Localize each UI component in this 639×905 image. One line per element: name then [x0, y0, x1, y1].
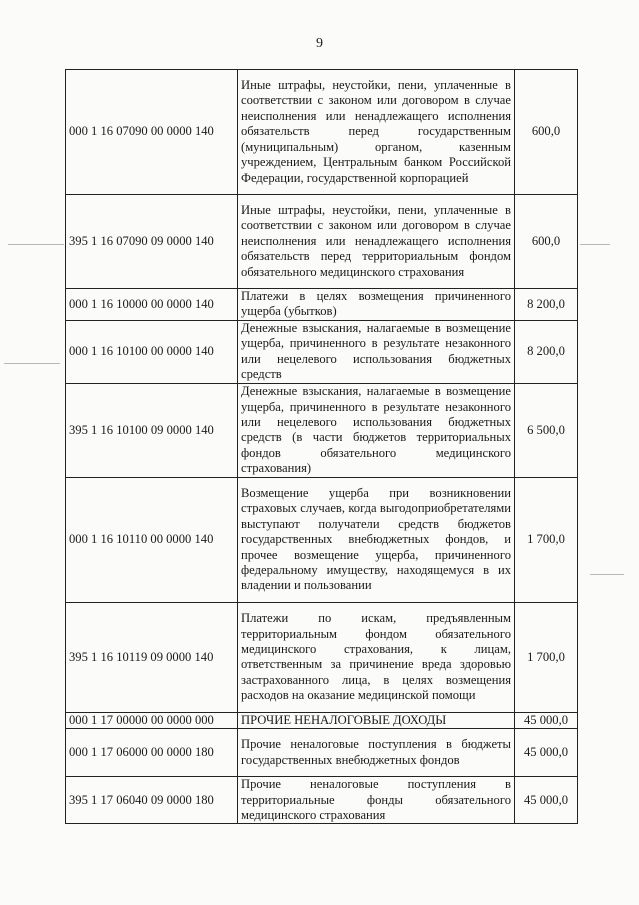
amount-cell: 45 000,0 — [515, 777, 578, 824]
scan-artifact — [580, 244, 610, 245]
amount-cell: 6 500,0 — [515, 383, 578, 477]
amount-cell: 45 000,0 — [515, 712, 578, 728]
revenue-name-cell: Иные штрафы, неустойки, пени, уплаченные в соответствии с законом или договором в случае неисполнения или ненадлежащего исполнения обязательств перед государственным (муниципальным) органом, казенным учреждением, Центральным банком Российской Федерации, государственной корпорацией — [238, 70, 515, 195]
budget-code-cell: 000 1 17 06000 00 0000 180 — [66, 729, 238, 777]
table-row — [66, 729, 578, 777]
revenue-name-cell: Прочие неналоговые поступления в территориальные фонды обязательного медицинского страхования — [238, 777, 515, 824]
table-row — [66, 777, 578, 824]
table-row — [66, 477, 578, 602]
budget-code-cell: 000 1 16 07090 00 0000 140 — [66, 70, 238, 195]
revenue-name-cell: Денежные взыскания, налагаемые в возмещение ущерба, причиненного в результате незаконного или нецелевого использования бюджетных средств — [238, 320, 515, 383]
revenue-name-cell: Платежи в целях возмещения причиненного ущерба (убытков) — [238, 289, 515, 321]
budget-code-cell: 395 1 17 06040 09 0000 180 — [66, 777, 238, 824]
revenue-name-cell: Иные штрафы, неустойки, пени, уплаченные в соответствии с законом или договором в случае неисполнения или ненадлежащего исполнения обязательств перед территориальным фондом обязательного медицинского страхования — [238, 195, 515, 289]
revenue-name-cell: Прочие неналоговые поступления в бюджеты государственных внебюджетных фондов — [238, 729, 515, 777]
table-row — [66, 195, 578, 289]
table-row — [66, 289, 578, 321]
amount-cell: 600,0 — [515, 70, 578, 195]
amount-cell: 600,0 — [515, 195, 578, 289]
revenue-name-cell: ПРОЧИЕ НЕНАЛОГОВЫЕ ДОХОДЫ — [238, 712, 515, 728]
budget-code-cell: 395 1 16 07090 09 0000 140 — [66, 195, 238, 289]
revenue-name-cell: Денежные взыскания, налагаемые в возмещение ущерба, причиненного в результате незаконного или нецелевого использования бюджетных средств (в части бюджетов территориальных фондов обязательного медицинского страхования) — [238, 383, 515, 477]
revenue-name-cell: Платежи по искам, предъявленным территориальным фондом обязательного медицинского страхования, к лицам, ответственным за причинение вреда здоровью застрахованного лица, в целях возмещения расходов на оказание медицинской помощи — [238, 602, 515, 712]
revenue-name-cell: Возмещение ущерба при возникновении страховых случаев, когда выгодоприобретателями выступают получатели средств бюджетов государственных внебюджетных фондов, и прочее возмещение ущерба, причиненного федеральному имуществу, находящемуся в их владении и пользовании — [238, 477, 515, 602]
scan-artifact — [4, 363, 60, 364]
scan-artifact — [8, 244, 64, 245]
amount-cell: 1 700,0 — [515, 477, 578, 602]
budget-code-cell: 000 1 16 10110 00 0000 140 — [66, 477, 238, 602]
table-row — [66, 712, 578, 728]
budget-code-cell: 395 1 16 10100 09 0000 140 — [66, 383, 238, 477]
budget-code-cell: 000 1 16 10000 00 0000 140 — [66, 289, 238, 321]
amount-cell: 1 700,0 — [515, 602, 578, 712]
amount-cell: 8 200,0 — [515, 289, 578, 321]
table-row — [66, 383, 578, 477]
page-number: 9 — [316, 36, 323, 51]
budget-revenue-table — [65, 69, 578, 824]
amount-cell: 8 200,0 — [515, 320, 578, 383]
scan-artifact — [590, 574, 624, 575]
budget-code-cell: 395 1 16 10119 09 0000 140 — [66, 602, 238, 712]
budget-code-cell: 000 1 17 00000 00 0000 000 — [66, 712, 238, 728]
budget-code-cell: 000 1 16 10100 00 0000 140 — [66, 320, 238, 383]
table-row — [66, 70, 578, 195]
amount-cell: 45 000,0 — [515, 729, 578, 777]
table-row — [66, 602, 578, 712]
table-row — [66, 320, 578, 383]
